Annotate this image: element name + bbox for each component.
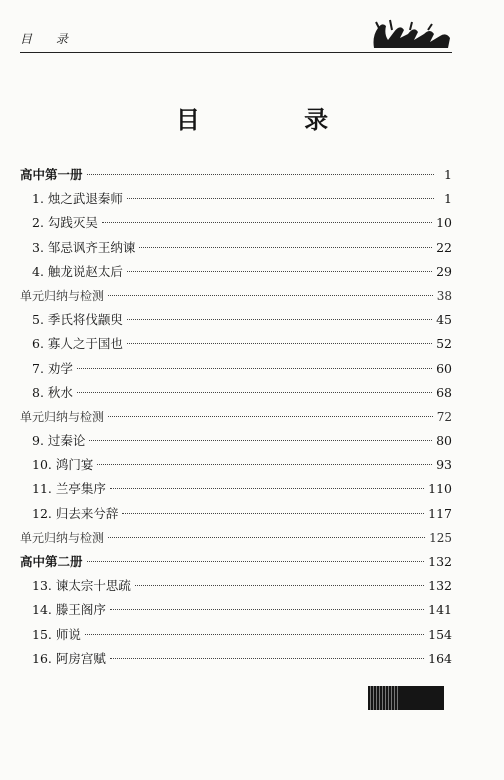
toc-entry[interactable] bbox=[20, 187, 452, 211]
toc-leader-dots bbox=[110, 658, 424, 659]
toc-leader-dots bbox=[110, 488, 424, 489]
toc-leader-dots bbox=[122, 513, 424, 514]
toc-entry-page: 45 bbox=[436, 312, 452, 328]
toc-entry-page: 80 bbox=[436, 433, 452, 449]
toc-leader-dots bbox=[108, 537, 425, 538]
toc-entry-page: 68 bbox=[436, 384, 452, 400]
toc-entry-page: 164 bbox=[428, 650, 452, 666]
toc-entry[interactable] bbox=[20, 357, 452, 381]
running-header bbox=[20, 18, 452, 54]
toc-entry-title: 4. 触龙说赵太后 bbox=[32, 263, 123, 279]
toc-leader-dots bbox=[127, 198, 434, 199]
toc-entry-page: 1 bbox=[444, 191, 452, 207]
toc-leader-dots bbox=[97, 464, 432, 465]
toc-entry[interactable] bbox=[20, 236, 452, 260]
toc-entry-title: 单元归纳与检测 bbox=[20, 288, 105, 303]
toc-leader-dots bbox=[135, 585, 424, 586]
toc-entry-title: 8. 秋水 bbox=[32, 384, 73, 400]
toc-leader-dots bbox=[127, 343, 432, 344]
toc-entry-title: 单元归纳与检测 bbox=[20, 530, 105, 545]
toc-entry-page: 132 bbox=[428, 554, 452, 569]
toc-entry-title: 10. 鸿门宴 bbox=[32, 457, 94, 473]
toc-entry-title: 14. 滕王阁序 bbox=[32, 602, 106, 618]
toc-entry-title: 7. 劝学 bbox=[32, 360, 73, 376]
toc-entry[interactable] bbox=[20, 284, 452, 308]
toc-entry-page: 22 bbox=[436, 239, 452, 255]
toc-leader-dots bbox=[108, 416, 433, 417]
toc-entry[interactable] bbox=[20, 526, 452, 550]
toc-leader-dots bbox=[108, 295, 433, 296]
toc-entry[interactable] bbox=[20, 405, 452, 429]
toc-entry-page: 141 bbox=[428, 602, 452, 618]
toc-entry-title: 1. 烛之武退秦师 bbox=[32, 191, 123, 207]
toc-entry[interactable] bbox=[20, 647, 452, 671]
toc-leader-dots bbox=[77, 392, 432, 393]
toc-leader-dots bbox=[102, 222, 432, 223]
toc-entry-title: 高中第一册 bbox=[20, 167, 83, 182]
toc-entry-title: 12. 归去来兮辞 bbox=[32, 505, 119, 521]
header-rule bbox=[20, 52, 452, 53]
toc-entry-page: 110 bbox=[428, 481, 452, 497]
toc-leader-dots bbox=[89, 440, 432, 441]
toc-entry[interactable] bbox=[20, 163, 452, 187]
toc-entry-title: 13. 谏太宗十思疏 bbox=[32, 578, 131, 594]
toc-entry[interactable] bbox=[20, 477, 452, 501]
toc-entry-title: 单元归纳与检测 bbox=[20, 409, 105, 424]
toc-entry-title: 6. 寡人之于国也 bbox=[32, 336, 123, 352]
toc-entry-title: 9. 过秦论 bbox=[32, 433, 86, 449]
toc-entry-title: 2. 勾践灭吴 bbox=[32, 215, 98, 231]
toc-leader-dots bbox=[87, 561, 425, 562]
toc-entry[interactable] bbox=[20, 502, 452, 526]
toc-entry-page: 29 bbox=[436, 263, 452, 279]
header-label: 目 录 bbox=[20, 32, 78, 46]
toc-entry-title: 15. 师说 bbox=[32, 626, 81, 642]
table-of-contents bbox=[20, 163, 452, 671]
toc-entry-page: 60 bbox=[436, 360, 452, 376]
header-logo-icon bbox=[370, 18, 452, 50]
toc-entry-title: 5. 季氏将伐颛臾 bbox=[32, 312, 123, 328]
toc-leader-dots bbox=[85, 634, 424, 635]
toc-entry-page: 117 bbox=[428, 505, 452, 521]
toc-entry-page: 132 bbox=[428, 578, 452, 594]
toc-leader-dots bbox=[127, 319, 432, 320]
toc-entry-title: 高中第二册 bbox=[20, 554, 83, 569]
toc-entry[interactable] bbox=[20, 211, 452, 235]
toc-entry[interactable] bbox=[20, 332, 452, 356]
toc-entry-page: 154 bbox=[428, 626, 452, 642]
toc-leader-dots bbox=[127, 271, 432, 272]
toc-entry-title: 11. 兰亭集序 bbox=[32, 481, 106, 497]
toc-entry[interactable] bbox=[20, 574, 452, 598]
toc-leader-dots bbox=[77, 368, 432, 369]
toc-leader-dots bbox=[87, 174, 434, 175]
toc-entry-page: 125 bbox=[429, 530, 452, 545]
page-title: 目 录 bbox=[175, 106, 377, 134]
toc-entry[interactable] bbox=[20, 623, 452, 647]
toc-entry-page: 10 bbox=[436, 215, 452, 231]
footer-mark bbox=[368, 686, 444, 710]
toc-entry[interactable] bbox=[20, 453, 452, 477]
toc-leader-dots bbox=[110, 609, 424, 610]
toc-entry[interactable] bbox=[20, 308, 452, 332]
toc-entry-page: 1 bbox=[444, 167, 452, 182]
toc-entry-page: 93 bbox=[436, 457, 452, 473]
toc-entry-page: 38 bbox=[436, 288, 452, 303]
toc-leader-dots bbox=[139, 247, 432, 248]
toc-entry[interactable] bbox=[20, 598, 452, 622]
toc-entry-page: 52 bbox=[436, 336, 452, 352]
toc-entry[interactable] bbox=[20, 550, 452, 574]
toc-entry[interactable] bbox=[20, 260, 452, 284]
toc-entry-title: 16. 阿房宫赋 bbox=[32, 650, 106, 666]
toc-entry[interactable] bbox=[20, 381, 452, 405]
toc-entry[interactable] bbox=[20, 429, 452, 453]
toc-entry-page: 72 bbox=[436, 409, 452, 424]
toc-entry-title: 3. 邹忌讽齐王纳谏 bbox=[32, 239, 136, 255]
